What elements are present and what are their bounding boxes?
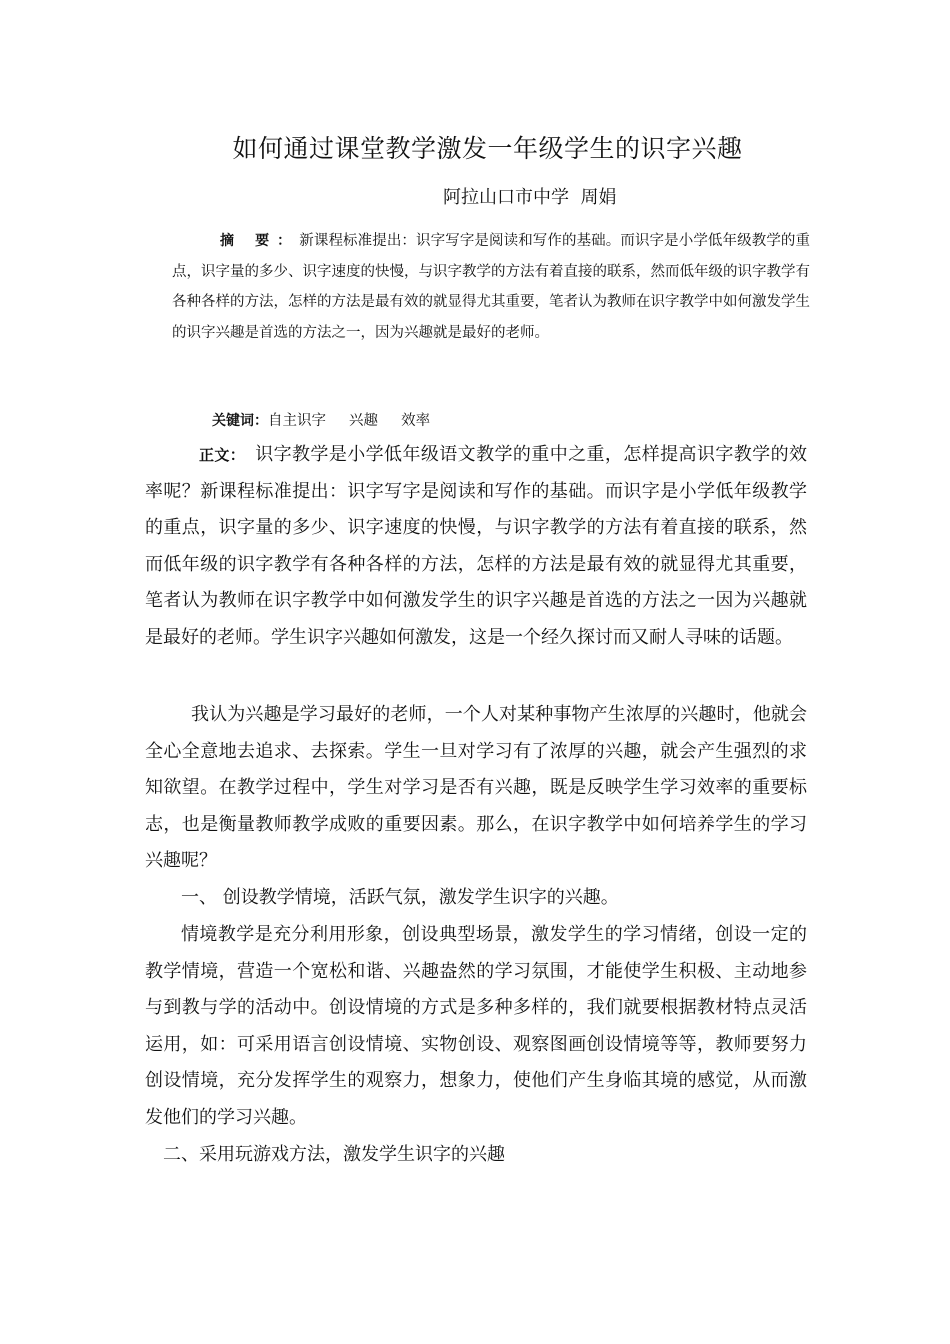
body-label: 正文：: [199, 446, 246, 464]
document-title: 如何通过课堂教学激发一年级学生的识字兴趣: [232, 134, 743, 163]
body-paragraph-2: 我认为兴趣是学习最好的老师，一个人对某种事物产生浓厚的兴趣时，他就会全心全意地去追求、去探索。学生一旦对学习有了浓厚的兴趣，就会产生强烈的求知欲望。在教学过程中，学生对学习是否有兴趣，既是反映学生学习效率的重要标志，也是衡量教师教学成败的重要因素。那么，在识字教学中如何培养学生的学习兴趣呢？: [145, 704, 807, 872]
author-line: 阿拉山口市中学 周娟: [443, 187, 617, 208]
abstract-label: 摘 要：: [220, 233, 300, 249]
section-heading-2: 二、采用玩游戏方法，激发学生识字的兴趣: [163, 1144, 505, 1165]
abstract-text: 新课程标准提出：识字写字是阅读和写作的基础。而识字是小学低年级教学的重点，识字量的多少、识字速度的快慢，与识字教学的方法有着直接的联系，然而低年级的识字教学有各种各样的方法，怎样的方法是最有效的就显得尤其重要，笔者认为教师在识字教学中如何激发学生的识字兴趣是首选的方法之一，因为兴趣就是最好的老师。: [172, 233, 811, 341]
paragraph-1-text: 识字教学是小学低年级语文教学的重中之重，怎样提高识字教学的效率呢？新课程标准提出：识字写字是阅读和写作的基础。而识字是小学低年级教学的重点，识字量的多少、识字速度的快慢，与识字教学的方法有着直接的联系，然而低年级的识字教学有各种各样的方法，怎样的方法是最有效的就显得尤其重要，笔者认为教师在识字教学中如何激发学生的识字兴趣是首选的方法之一因为兴趣就是最好的老师。学生识字兴趣如何激发，这是一个经久探讨而又耐人寻味的话题。: [145, 444, 807, 648]
keywords-label: 关键词：: [212, 413, 268, 429]
body-paragraph-1: [145, 437, 807, 657]
section-heading-1: 一、 创设教学情境，活跃气氛，激发学生识字的兴趣。: [181, 887, 619, 908]
keywords: [212, 408, 430, 434]
keywords-text: 自主识字 兴趣 效率: [268, 413, 431, 429]
body-paragraph-3: 情境教学是充分利用形象，创设典型场景，激发学生的学习情绪，创设一定的教学情境，营造一个宽松和谐、兴趣盎然的学习氛围，才能使学生积极、主动地参与到教与学的活动中。创设情境的方式是多种多样的，我们就要根据教材特点灵活运用，如：可采用语言创设情境、实物创设、观察图画创设情境等等，教师要努力创设情境，充分发挥学生的观察力，想象力，使他们产生身临其境的感觉，从而激发他们的学习兴趣。: [145, 924, 807, 1128]
abstract: [172, 226, 810, 348]
